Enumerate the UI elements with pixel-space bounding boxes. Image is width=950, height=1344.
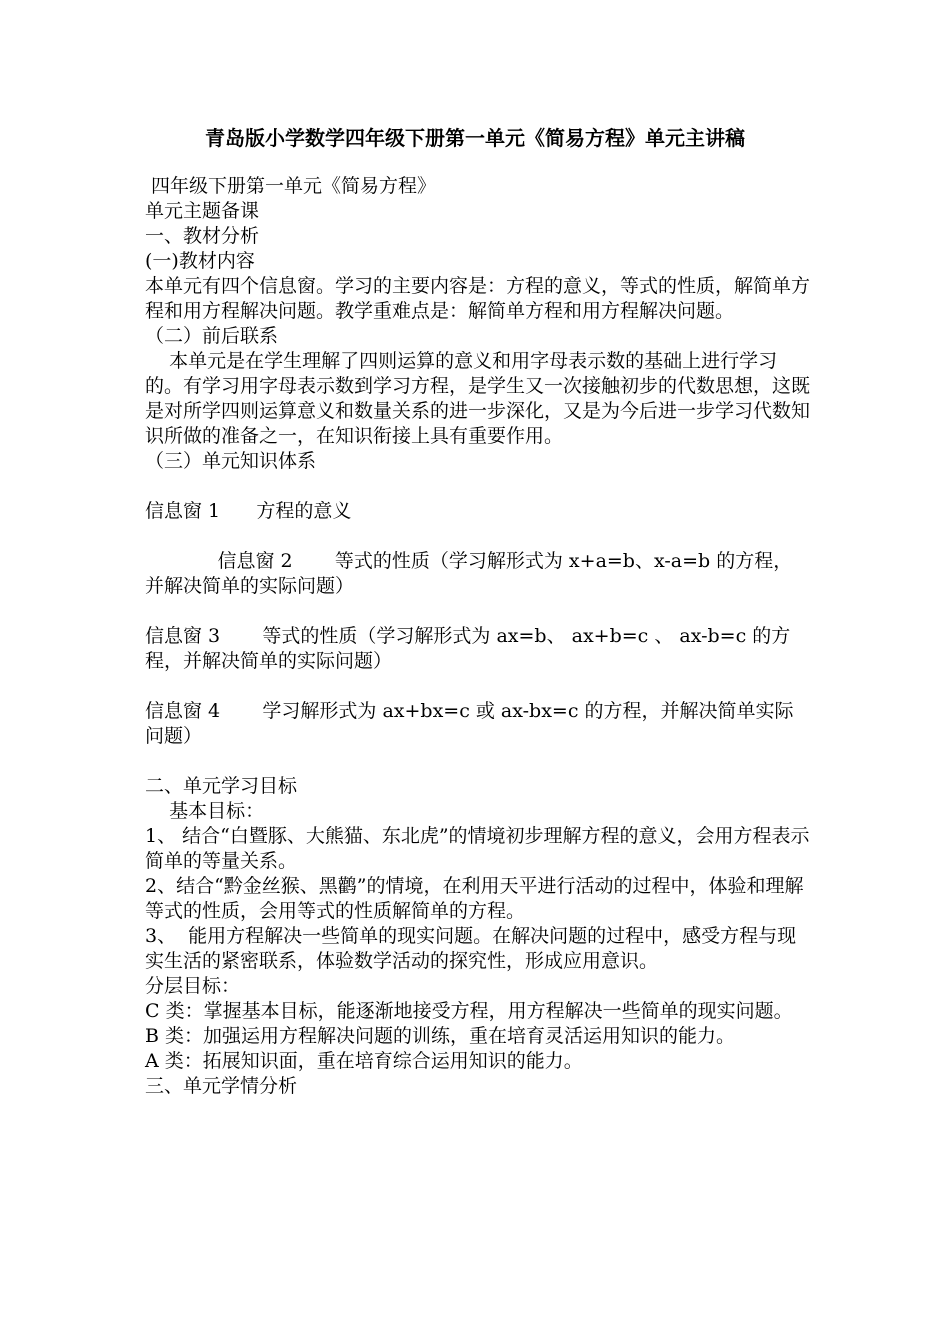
document-title: 青岛版小学数学四年级下册第一单元《简易方程》单元主讲稿 — [205, 126, 745, 150]
goal-item: 3、 能用方程解决一些简单的现实问题。在解决问题的过程中，感受方程与现实生活的紧密联系，体验数学活动的探究性，形成应用意识。 — [145, 925, 797, 972]
info-window-item: 信息窗 4 学习解形式为 ax+bx=c 或 ax-bx=c 的方程，并解决简单实际问题） — [145, 700, 794, 747]
subsection-heading: (一)教材内容 — [145, 250, 255, 272]
document-body — [145, 174, 810, 1099]
subtitle-line: 四年级下册第一单元《简易方程》 — [145, 175, 437, 197]
paragraph: 本单元有四个信息窗。学习的主要内容是：方程的意义，等式的性质，解简单方程和用方程解决问题。教学重难点是：解简单方程和用方程解决问题。 — [145, 275, 811, 322]
goal-item: 2、结合“黔金丝猴、黑鹳”的情境，在利用天平进行活动的过程中，体验和理解等式的性质，会用等式的性质解简单的方程。 — [145, 875, 804, 922]
goal-heading: 基本目标： — [145, 800, 265, 822]
goal-item: 1、 结合“白暨豚、大熊猫、东北虎”的情境初步理解方程的意义，会用方程表示简单的等量关系。 — [145, 825, 810, 872]
goal-item: C 类：掌握基本目标，能逐渐地接受方程，用方程解决一些简单的现实问题。 — [145, 1000, 793, 1022]
subtitle-line: 单元主题备课 — [145, 200, 260, 222]
section-heading: 一、教材分析 — [145, 225, 260, 247]
subsection-heading: （二）前后联系 — [145, 325, 279, 347]
info-window-item: 信息窗 2 等式的性质（学习解形式为 x+a=b、x-a=b 的方程，并解决简单的实际问题） — [145, 550, 793, 597]
info-window-item: 信息窗 3 等式的性质（学习解形式为 ax=b、 ax+b=c 、 ax-b=c 的方程，并解决简单的实际问题） — [145, 625, 791, 672]
section-heading: 三、单元学情分析 — [145, 1075, 298, 1097]
goal-item: B 类：加强运用方程解决问题的训练，重在培育灵活运用知识的能力。 — [145, 1025, 736, 1047]
paragraph: 本单元是在学生理解了四则运算的意义和用字母表示数的基础上进行学习的。有学习用字母表示数到学习方程，是学生又一次接触初步的代数思想，这既是对所学四则运算意义和数量关系的进一步深化，又是为今后进一步学习代数知识所做的准备之一，在知识衔接上具有重要作用。 — [145, 350, 811, 447]
section-heading: 二、单元学习目标 — [145, 775, 298, 797]
info-window-item: 信息窗 1 方程的意义 — [145, 500, 352, 522]
goal-heading: 分层目标： — [145, 975, 241, 997]
goal-item: A 类：拓展知识面，重在培育综合运用知识的能力。 — [145, 1050, 583, 1072]
subsection-heading: （三）单元知识体系 — [145, 450, 317, 472]
